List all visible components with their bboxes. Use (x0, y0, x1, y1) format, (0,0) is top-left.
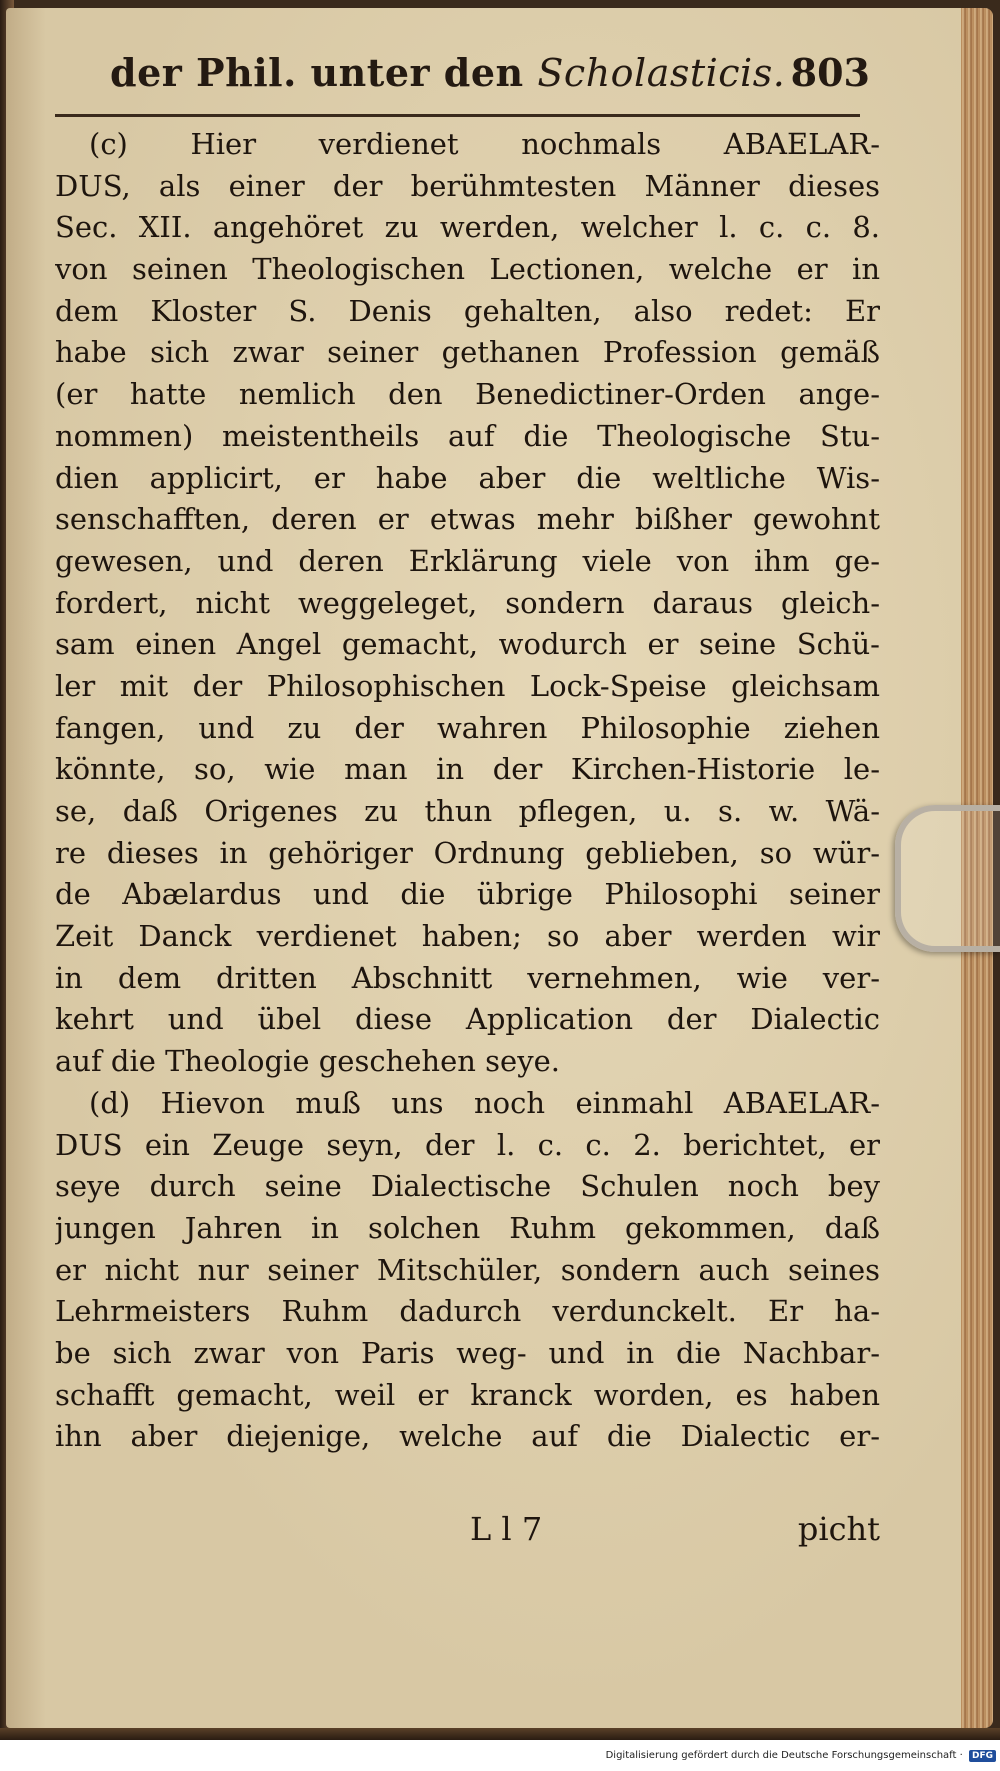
text-line: Zeit Danck verdienet haben; so aber werden wir (55, 919, 880, 954)
running-title-latin: Scholasticis. (537, 51, 786, 95)
book-clasp (895, 805, 1000, 952)
text-line: ihn aber diejenige, welche auf die Dialectic er- (55, 1419, 880, 1454)
running-title (110, 50, 785, 95)
credit-text: Digitalisierung gefördert durch die Deutsche Forschungsgemeinschaft · (605, 1750, 963, 1761)
text-line: in dem dritten Abschnitt vernehmen, wie ver- (55, 960, 880, 995)
text-line: senschafften, deren er etwas mehr bißher gewohnt (55, 502, 880, 537)
text-line: DUS, als einer der berühmtesten Männer dieses (55, 168, 880, 203)
text-line: seye durch seine Dialectische Schulen noch bey (55, 1169, 880, 1204)
text-line: er nicht nur seiner Mitschüler, sondern auch seines (55, 1252, 880, 1287)
text-line: dien applicirt, er habe aber die weltliche Wis- (55, 460, 880, 495)
text-line: Sec. XII. angehöret zu werden, welcher l. c. c. 8. (55, 210, 880, 245)
text-line: kehrt und übel diese Application der Dialectic (55, 1002, 880, 1037)
text-line: re dieses in gehöriger Ordnung geblieben, so wür- (55, 835, 880, 870)
signature-mark: L l 7 (470, 1510, 543, 1548)
catchword: picht (797, 1510, 880, 1548)
header-rule (55, 114, 860, 117)
text-line: (er hatte nemlich den Benedictiner-Orden ange- (55, 377, 880, 412)
text-line: dem Kloster S. Denis gehalten, also redet: Er (55, 293, 880, 328)
text-line: ler mit der Philosophischen Lock-Speise gleichsam (55, 668, 880, 703)
running-header (110, 50, 870, 110)
text-line: auf die Theologie geschehen seye. (55, 1044, 560, 1079)
dfg-logo: DFG (969, 1750, 996, 1762)
page-bottom-shadow (0, 1728, 1000, 1740)
text-line: (d) Hievon muß uns noch einmahl ABAELAR- (89, 1085, 880, 1120)
text-line: de Abælardus und die übrige Philosophi seiner (55, 877, 880, 912)
page-footer (55, 1510, 880, 1552)
text-line: gewesen, und deren Erklärung viele von ihm ge- (55, 543, 880, 578)
text-line: habe sich zwar seiner gethanen Profession gemäß (55, 335, 880, 370)
text-line: fangen, und zu der wahren Philosophie ziehen (55, 710, 880, 745)
text-line: schafft gemacht, weil er kranck worden, es haben (55, 1377, 880, 1412)
text-line: Lehrmeisters Ruhm dadurch verdunckelt. Er ha- (55, 1294, 880, 1329)
text-line: könnte, so, wie man in der Kirchen-Historie le- (55, 752, 880, 787)
text-line: fordert, nicht weggeleget, sondern daraus gleich- (55, 585, 880, 620)
text-line: von seinen Theologischen Lectionen, welche er in (55, 252, 880, 287)
body-text (55, 124, 880, 1458)
text-line: sam einen Angel gemacht, wodurch er seine Schü- (55, 627, 880, 662)
text-line: nommen) meistentheils auf die Theologische Stu- (55, 418, 880, 453)
text-line: be sich zwar von Paris weg- und in die Nachbar- (55, 1335, 880, 1370)
text-line: DUS ein Zeuge seyn, der l. c. c. 2. berichtet, er (55, 1127, 880, 1162)
text-line: se, daß Origenes zu thun pflegen, u. s. w. Wä- (55, 794, 880, 828)
page-number: 803 (790, 50, 870, 95)
text-line: (c) Hier verdienet nochmals ABAELAR- (89, 127, 880, 161)
digitization-credit (606, 1750, 996, 1762)
running-title-fraktur: der Phil. unter den (110, 50, 524, 95)
text-line: jungen Jahren in solchen Ruhm gekommen, daß (55, 1210, 880, 1245)
